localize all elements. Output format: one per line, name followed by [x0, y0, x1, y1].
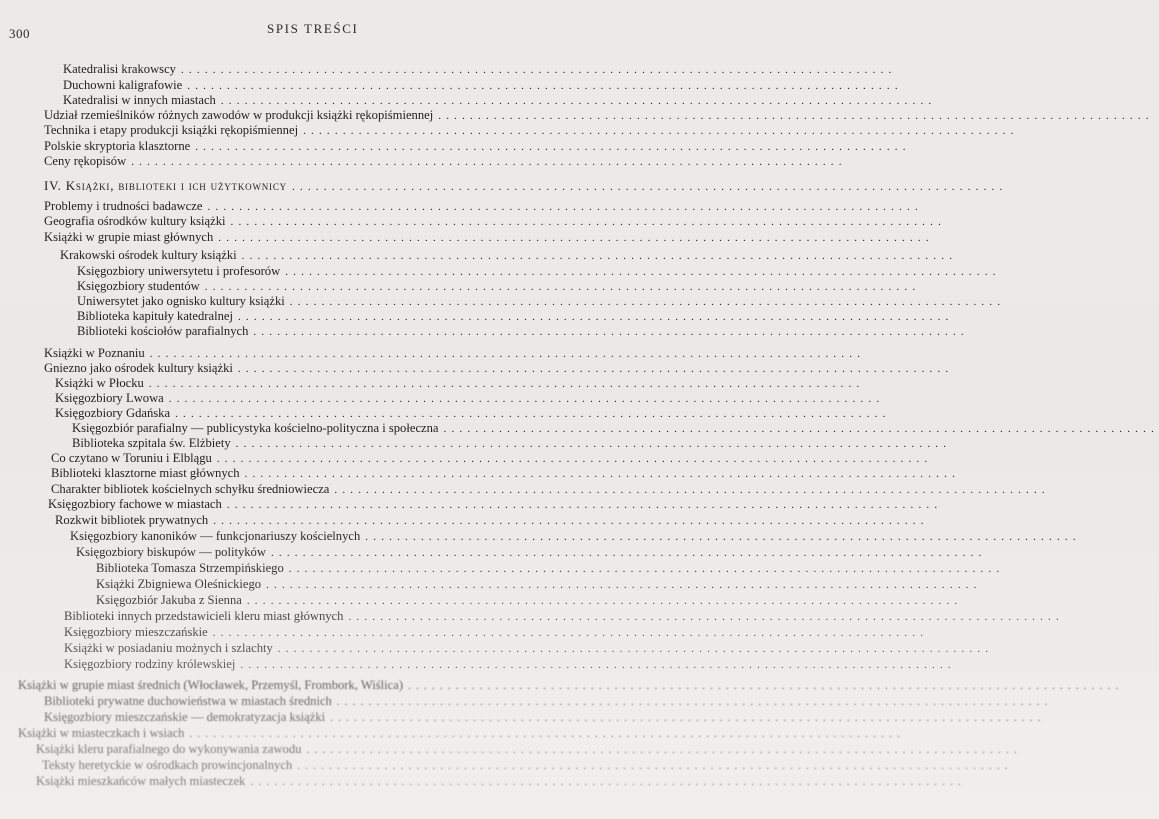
toc-entry-title: Biblioteka Tomasza Strzempińskiego [96, 561, 284, 575]
toc-entry [55, 376, 865, 391]
toc-entry-title: Problemy i trudności badawcze [44, 199, 203, 213]
toc-entry [18, 678, 1124, 693]
dot-leader: .......................................................................................... [218, 232, 934, 244]
dot-leader: .......................................................................................... [334, 484, 1050, 496]
toc-entry [44, 108, 1154, 123]
dot-leader: .......................................................................................... [195, 141, 911, 153]
toc-entry-title: Książki Zbigniewa Oleśnickiego [96, 577, 262, 591]
toc-entry [64, 609, 1064, 624]
toc-entry-title: Charakter bibliotek kościelnych schyłku średniowiecza [51, 482, 330, 496]
toc-entry [63, 93, 937, 108]
toc-entry-title: Księgozbiory mieszczańskie — demokratyzacja książki [44, 710, 326, 724]
toc-section-heading [44, 178, 1008, 194]
dot-leader: .......................................................................................... [330, 712, 1046, 724]
dot-leader: .......................................................................................... [270, 547, 987, 559]
dot-leader: .......................................................................................... [253, 326, 969, 338]
toc-entry [44, 361, 954, 376]
toc-entry-title: Geografia ośrodków kultury książki [44, 214, 226, 228]
dot-leader: .......................................................................................... [226, 499, 943, 511]
toc-entry [96, 593, 963, 608]
toc-entry [42, 758, 1013, 773]
dot-leader: .......................................................................................... [291, 181, 1008, 193]
dot-leader: .......................................................................................... [237, 311, 954, 323]
toc-entry-title: Książki w miasteczkach i wsiach [18, 726, 185, 740]
toc-entry-title: Książki w grupie miast średnich (Włocławek, Przemyśl, Frombork, Wiślica) [18, 678, 404, 692]
dot-leader: .......................................................................................... [244, 468, 961, 480]
toc-entry-title: Teksty heretyckie w ośrodkach prowincjonalnych [42, 758, 293, 772]
dot-leader: .......................................................................................... [289, 296, 1006, 308]
dot-leader: .......................................................................................... [303, 125, 1019, 137]
toc-entry-title: Książki w grupie miast głównych [44, 230, 214, 244]
toc-entry-title: Księgozbiór Jakuba z Sienna [96, 593, 242, 607]
dot-leader: .......................................................................................... [180, 64, 897, 76]
dot-leader: .......................................................................................... [246, 595, 963, 607]
toc-entry [44, 346, 866, 361]
toc-entry [44, 694, 1053, 709]
toc-entry-title: Katedralisi w innych miastach [63, 93, 216, 107]
toc-entry-title: Książki kleru parafialnego do wykonywania zawodu [36, 742, 302, 756]
toc-entry-title: Katedralisi krakowscy [63, 62, 176, 76]
toc-entry [77, 264, 1001, 279]
dot-leader: .......................................................................................... [408, 680, 1124, 692]
toc-entry [77, 279, 921, 294]
toc-entry-title: Ceny rękopisów [44, 154, 127, 168]
toc-entry-title: Księgozbiory fachowe w miastach [48, 497, 222, 511]
toc-entry [44, 139, 911, 154]
toc-entry [44, 199, 923, 214]
toc-entry-title: Księgozbiory kanoników — funkcjonariuszy kościelnych [70, 529, 361, 543]
dot-leader: .......................................................................................... [277, 643, 994, 655]
dot-leader: .......................................................................................... [207, 201, 923, 213]
dot-leader: .......................................................................................... [288, 563, 1005, 575]
toc-entry [70, 529, 1081, 544]
dot-leader: .......................................................................................... [148, 378, 865, 390]
dot-leader: .......................................................................................... [216, 453, 933, 465]
toc-entry-title: Księgozbiory uniwersytetu i profesorów [77, 264, 281, 278]
toc-entry-title: Rozkwit bibliotek prywatnych [55, 513, 209, 527]
toc-entry [55, 406, 891, 421]
toc-entry [18, 726, 905, 741]
dot-leader: .......................................................................................... [175, 408, 891, 420]
toc-entry-title: Księgozbiory biskupów — polityków [76, 545, 266, 559]
dot-leader: .......................................................................................... [189, 728, 905, 740]
toc-entry [44, 123, 1019, 138]
toc-entry-title: Książki mieszkańców małych miasteczek [36, 774, 246, 788]
toc-entry [55, 513, 929, 528]
dot-leader: .......................................................................................... [250, 776, 966, 788]
toc-entry-title: IV. Książki, biblioteki i ich użytkownicy [44, 178, 287, 193]
dot-leader: .......................................................................................... [168, 393, 885, 405]
dot-leader: .......................................................................................... [443, 423, 1159, 435]
dot-leader: .......................................................................................... [348, 611, 1064, 623]
toc-entry [48, 497, 943, 512]
toc-entry [44, 230, 934, 245]
toc-entry-title: Uniwersytet jako ognisko kultury książki [77, 294, 285, 308]
toc-entry [72, 421, 1159, 436]
toc-entry-title: Książki w posiadaniu możnych i szlachty [64, 641, 273, 655]
toc-entry-title: Technika i etapy produkcji książki rękopiśmiennej [44, 123, 299, 137]
toc-entry-title: Gniezno jako ośrodek kultury książki [44, 361, 233, 375]
dot-leader: .......................................................................................... [438, 110, 1154, 122]
toc-entry [36, 774, 966, 789]
dot-leader: .......................................................................................... [235, 438, 952, 450]
dot-leader: .......................................................................................... [237, 363, 954, 375]
toc-entry-title: Biblioteki innych przedstawicieli kleru miast głównych [64, 609, 344, 623]
toc-entry [77, 324, 969, 339]
toc-entry [64, 641, 994, 656]
dot-leader: .......................................................................................... [297, 760, 1013, 772]
toc-entry-title: Udział rzemieślników różnych zawodów w produkcji książki rękopiśmiennej [44, 108, 434, 122]
toc-entry [96, 577, 982, 592]
dot-leader: .......................................................................................... [213, 515, 929, 527]
toc-entry-title: Księgozbiory studentów [77, 279, 200, 293]
toc-entry [51, 466, 961, 481]
dot-leader: .......................................................................................... [131, 156, 847, 168]
toc-entry [55, 391, 885, 406]
toc-entry-title: Biblioteki prywatne duchowieństwa w miastach średnich [44, 694, 332, 708]
toc-entry-title: Księgozbiory Gdańska [55, 406, 171, 420]
dot-leader: .......................................................................................... [285, 266, 1001, 278]
running-title: SPIS TREŚCI [267, 21, 359, 36]
dot-leader: .......................................................................................... [204, 281, 921, 293]
toc-entry [51, 482, 1050, 497]
dot-leader: .......................................................................................... [212, 627, 929, 639]
toc-entry [44, 214, 947, 229]
toc-entry [60, 248, 958, 263]
dot-leader: .......................................................................................... [220, 95, 937, 107]
toc-entry-title: Księgozbiory Lwowa [55, 391, 164, 405]
toc-entry [63, 78, 903, 93]
toc-entry [76, 545, 987, 560]
toc-entry-title: Biblioteka kapituły katedralnej [77, 309, 233, 323]
toc-entry [72, 436, 952, 451]
toc-entry-title: Księgozbiory rodziny królewskiej [64, 657, 236, 671]
toc-entry [36, 742, 1022, 757]
dot-leader: .......................................................................................... [149, 348, 866, 360]
dot-leader: .......................................................................................... [187, 80, 903, 92]
toc-entry-title: Księgozbiory mieszczańskie [64, 625, 208, 639]
toc-entry [44, 710, 1046, 725]
dot-leader: .......................................................................................... [266, 579, 982, 591]
toc-entry-title: Książki w Poznaniu [44, 346, 145, 360]
toc-entry [77, 294, 1006, 309]
dot-leader: .......................................................................................... [240, 659, 956, 671]
toc-entry-title: Książki w Płocku [55, 376, 144, 390]
dot-leader: .......................................................................................... [230, 216, 947, 228]
toc-entry-title: Biblioteka szpitala św. Elżbiety [72, 436, 231, 450]
dot-leader: .......................................................................................... [306, 744, 1022, 756]
toc-entry-title: Biblioteki klasztorne miast głównych [51, 466, 240, 480]
toc-entry [63, 62, 897, 77]
toc-entry-title: Księgozbiór parafialny — publicystyka kościelno-polityczna i społeczna [72, 421, 439, 435]
dot-leader: .......................................................................................... [365, 531, 1081, 543]
toc-entry [51, 451, 933, 466]
toc-entry-title: Krakowski ośrodek kultury książki [60, 248, 237, 262]
toc-entry-title: Co czytano w Toruniu i Elblągu [51, 451, 212, 465]
toc-entry [64, 657, 956, 672]
toc-entry-title: Biblioteki kościołów parafialnych [77, 324, 249, 338]
toc-entry [77, 309, 954, 324]
toc-entry [44, 154, 847, 169]
toc-entry [96, 561, 1005, 576]
dot-leader: .......................................................................................... [241, 250, 958, 262]
page-number: 300 [9, 26, 30, 41]
dot-leader: .......................................................................................... [336, 696, 1053, 708]
toc-entry-title: Duchowni kaligrafowie [63, 78, 183, 92]
toc-entry-title: Polskie skryptoria klasztorne [44, 139, 191, 153]
toc-entry [64, 625, 929, 640]
